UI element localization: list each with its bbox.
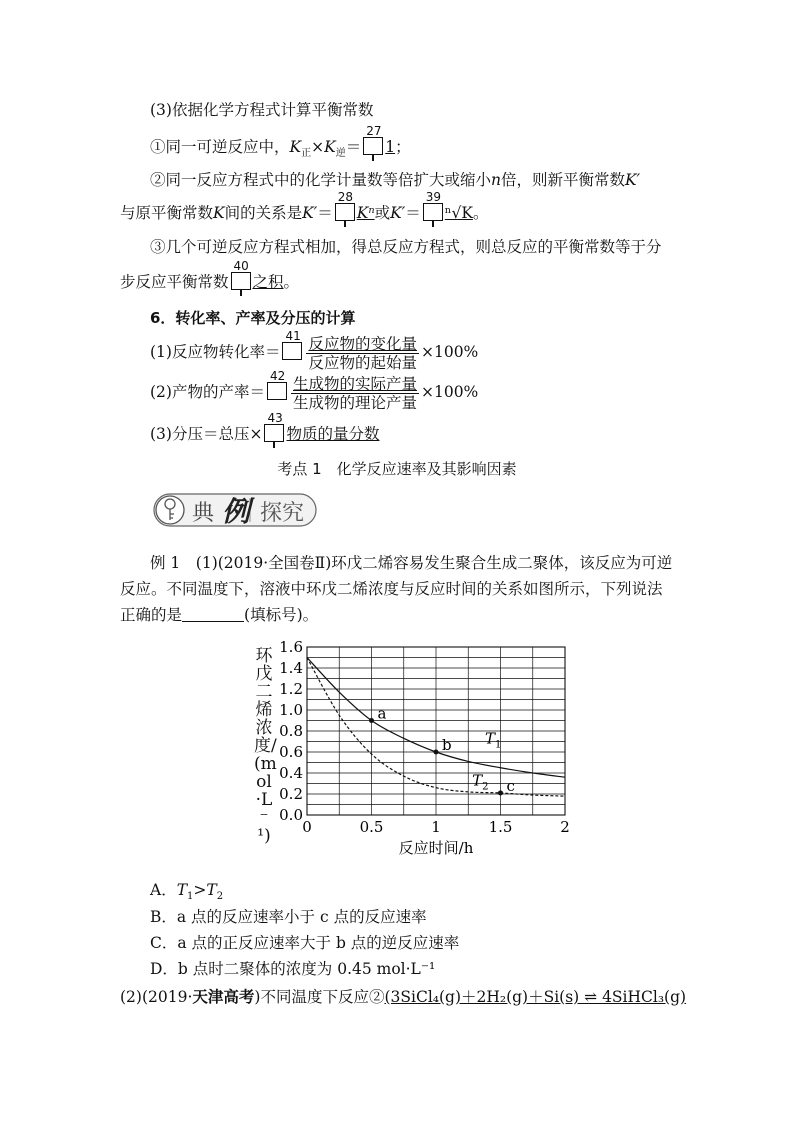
answer-28: Kⁿ bbox=[356, 204, 375, 222]
rule-3-line-2 bbox=[120, 259, 300, 292]
x-tick-label: 2 bbox=[560, 818, 570, 836]
answer-box-43 bbox=[264, 411, 284, 442]
times-sign: × bbox=[311, 138, 325, 156]
question-2-equation: (3SiCl₄(g)＋2H₂(g)＋Si(s) ⇌ 4SiHCl₃(g) bbox=[384, 988, 687, 1006]
banner-char-2: 例 bbox=[222, 495, 251, 528]
example-banner bbox=[150, 490, 320, 530]
answer-box-39 bbox=[423, 190, 443, 221]
semicolon: ； bbox=[395, 138, 411, 156]
answer-27: 1 bbox=[385, 138, 396, 156]
series-label-t1: $T_1$ bbox=[485, 729, 502, 751]
fraction bbox=[306, 335, 419, 372]
chart-ylabel: 环戊二烯浓度/(mol·L⁻¹) bbox=[254, 646, 277, 846]
y-tick-label: 1.2 bbox=[279, 680, 303, 698]
x-tick-label: 0.5 bbox=[359, 818, 384, 836]
answer-box-40 bbox=[231, 259, 251, 290]
option-a bbox=[150, 880, 223, 907]
percent-factor: ×100% bbox=[420, 343, 479, 361]
y-tick-label: 0.4 bbox=[279, 764, 303, 782]
equals-sign: ＝ bbox=[345, 138, 362, 156]
percent-factor: ×100% bbox=[420, 383, 479, 401]
rule-3-text: 步反应平衡常数 bbox=[120, 273, 229, 291]
numerator: 反应物的变化量 bbox=[308, 334, 417, 353]
y-tick-label: 1.4 bbox=[279, 659, 303, 677]
y-tick-label: 0.6 bbox=[279, 743, 303, 761]
x-tick-label: 1.5 bbox=[488, 818, 513, 836]
option-a-label: A． bbox=[150, 881, 177, 899]
example-line-2: 反应。不同温度下，溶液中环戊二烯浓度与反应时间的关系如图所示，下列说法 bbox=[120, 580, 663, 598]
rule-2-text: ②同一反应方程式中的化学计量数等倍扩大或缩小 bbox=[150, 171, 492, 189]
y-tick-label: 0.2 bbox=[279, 785, 303, 803]
t2: T bbox=[206, 881, 217, 899]
period: 。 bbox=[472, 204, 489, 222]
point-label-b: b bbox=[442, 736, 452, 754]
k-original: K bbox=[213, 204, 225, 222]
k-forward-sub: 正 bbox=[301, 148, 312, 160]
answer-box-41 bbox=[282, 329, 302, 360]
y-tick-label: 1.0 bbox=[279, 701, 303, 719]
answer-box-28 bbox=[335, 190, 355, 221]
option-d: D．b 点时二聚体的浓度为 0.45 mol·L⁻¹ bbox=[150, 960, 436, 978]
question-2-source: 天津高考 bbox=[192, 988, 255, 1006]
point-c bbox=[498, 790, 503, 795]
question-2-prefix: (2)(2019· bbox=[120, 988, 193, 1006]
or-text: 或 bbox=[374, 204, 391, 222]
y-tick-label: 0.0 bbox=[279, 806, 303, 824]
answer-box-42 bbox=[267, 369, 287, 400]
denominator: 生成物的理论产量 bbox=[292, 393, 417, 412]
numerator: 生成物的实际产量 bbox=[292, 374, 417, 393]
answer-number: 41 bbox=[285, 329, 301, 343]
greater-than: > bbox=[193, 881, 207, 899]
x-axis-label: 反应时间/h bbox=[398, 839, 474, 857]
example-text: 正确的是 bbox=[120, 606, 183, 624]
option-b: B．a 点的反应速率小于 c 点的反应速率 bbox=[150, 908, 427, 926]
answer-number: 28 bbox=[337, 190, 354, 204]
kaodian-heading: 考点 1 化学反应速率及其影响因素 bbox=[277, 460, 517, 478]
concentration-chart bbox=[235, 630, 585, 870]
formula-label: (1)反应物转化率＝ bbox=[150, 343, 281, 361]
formula-label: (3)分压＝总压× bbox=[150, 425, 263, 443]
period: 。 bbox=[283, 273, 300, 291]
answer-number: 39 bbox=[425, 190, 442, 204]
formula-label: (2)产物的产率＝ bbox=[150, 383, 265, 401]
k-reverse: K bbox=[324, 138, 336, 156]
section-6-title: 6．转化率、产率及分压的计算 bbox=[150, 309, 356, 327]
denominator: 反应物的起始量 bbox=[308, 353, 417, 372]
answer-40: 之积 bbox=[252, 273, 284, 291]
rule-1-text: ①同一可逆反应中， bbox=[150, 138, 290, 156]
k-prime: K′ bbox=[625, 171, 641, 189]
rule-2-line-2 bbox=[120, 190, 489, 223]
equals-sign: ＝ bbox=[317, 204, 333, 222]
formula-yield bbox=[150, 369, 479, 412]
t2-sub: 2 bbox=[216, 891, 224, 903]
formula-partial-pressure bbox=[150, 411, 380, 444]
point-label-c: c bbox=[506, 776, 515, 795]
question-2 bbox=[120, 987, 686, 1007]
rule-2-line-1 bbox=[150, 170, 640, 190]
banner-char-1: 典 bbox=[192, 501, 215, 526]
variable-n: n bbox=[491, 171, 501, 189]
banner-char-3: 探究 bbox=[260, 501, 305, 526]
x-tick-label: 0 bbox=[302, 818, 312, 836]
answer-39: ⁿ√K bbox=[444, 204, 473, 222]
series-label-t2: $T_2$ bbox=[472, 771, 489, 793]
y-tick-label: 1.6 bbox=[279, 638, 303, 656]
t1-sub: 1 bbox=[187, 891, 194, 903]
k-reverse-sub: 逆 bbox=[335, 148, 346, 160]
example-line-1: 例 1 (1)(2019·全国卷Ⅱ)环戊二烯容易发生聚合生成二聚体，该反应为可逆 bbox=[150, 554, 673, 572]
answer-box-27 bbox=[363, 124, 383, 155]
x-tick-label: 1 bbox=[431, 818, 441, 836]
rule-1 bbox=[150, 124, 411, 164]
rule-2-text-b: 倍，则新平衡常数 bbox=[501, 171, 626, 189]
answer-number: 43 bbox=[267, 411, 283, 425]
example-text-b: (填标号)。 bbox=[244, 606, 319, 624]
point-a bbox=[369, 718, 374, 723]
answer-43: 物质的量分数 bbox=[286, 425, 380, 443]
equals-sign: ＝ bbox=[405, 204, 421, 222]
y-tick-label: 0.8 bbox=[279, 722, 303, 740]
answer-number: 27 bbox=[366, 124, 382, 138]
answer-number: 40 bbox=[233, 259, 249, 273]
point-label-a: a bbox=[377, 704, 387, 723]
option-c: C．a 点的正反应速率大于 b 点的逆反应速率 bbox=[150, 934, 460, 952]
example-line-3 bbox=[120, 605, 318, 625]
k-prime-2: K′ bbox=[302, 204, 318, 222]
rule-2-text-d: 间的关系是 bbox=[224, 204, 303, 222]
fraction bbox=[291, 375, 419, 412]
t1: T bbox=[176, 881, 188, 899]
rule-2-text-c: 与原平衡常数 bbox=[120, 204, 214, 222]
formula-conversion bbox=[150, 329, 479, 372]
answer-blank bbox=[182, 607, 244, 622]
k-forward: K bbox=[289, 138, 302, 156]
question-2-text: )不同温度下反应② bbox=[254, 988, 385, 1006]
section-3-title: (3)依据化学方程式计算平衡常数 bbox=[150, 101, 374, 119]
point-b bbox=[434, 750, 439, 755]
rule-3-line-1: ③几个可逆反应方程式相加，得总反应方程式，则总反应的平衡常数等于分 bbox=[150, 238, 662, 256]
answer-number: 42 bbox=[269, 369, 286, 383]
k-prime-3: K′ bbox=[390, 204, 406, 222]
